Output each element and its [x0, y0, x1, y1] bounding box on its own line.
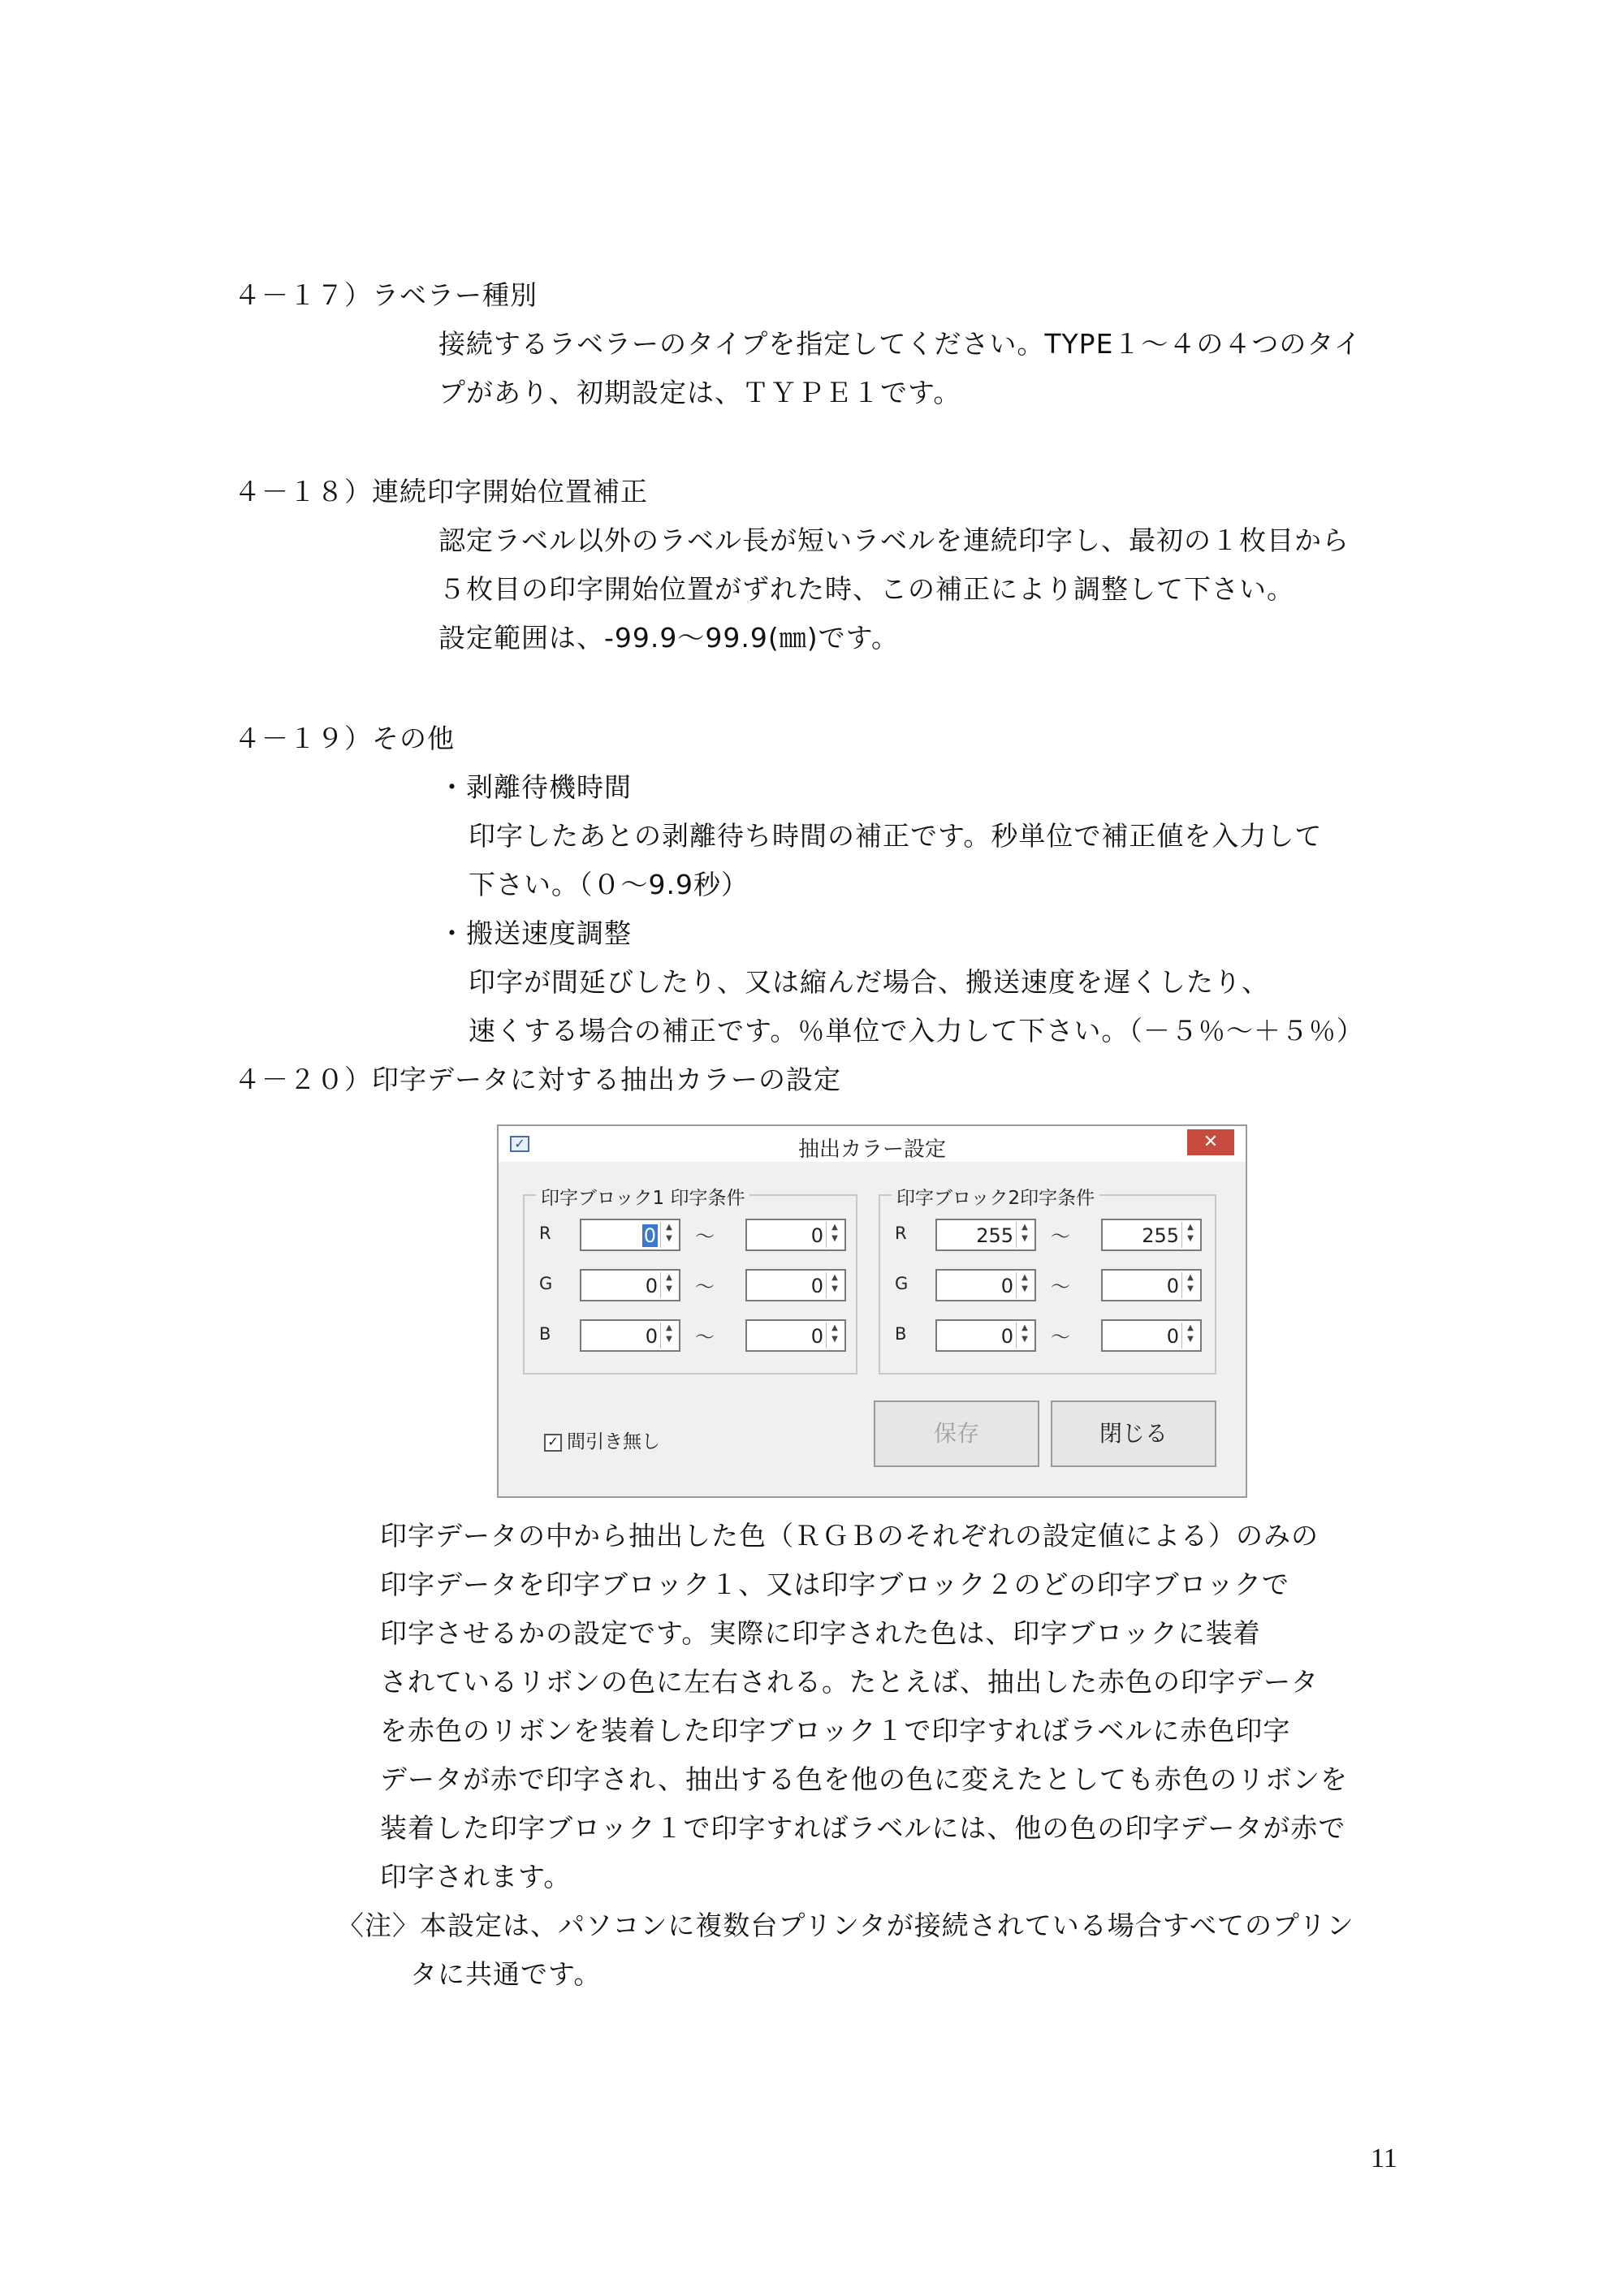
text-line: 接続するラベラーのタイプを指定してください。TYPE１～４の４つのタイ: [438, 328, 1362, 360]
row-label: G: [539, 1274, 553, 1293]
row-b: [880, 1319, 1215, 1352]
row-g: [525, 1269, 856, 1301]
b-from-stepper[interactable]: [935, 1319, 1036, 1352]
note-text: 本設定は、パソコンに複数台プリンタが接続されている場合すべてのプリン: [420, 1910, 1354, 1941]
range-tilde: ～: [1051, 1326, 1070, 1349]
stepper-value: 255: [1142, 1224, 1179, 1247]
text-line: 印字データを印字ブロック１、又は印字ブロック２のどの印字ブロックで: [380, 1569, 1290, 1600]
g-to-stepper[interactable]: [745, 1269, 846, 1301]
spin-arrows-icon[interactable]: ▲ ▼: [826, 1272, 843, 1298]
heading-4-17: ４－１７）ラベラー種別: [234, 279, 538, 311]
range-tilde: ～: [1051, 1275, 1070, 1298]
text-line: 印字させるかの設定です。実際に印字された色は、印字ブロックに装着: [380, 1617, 1261, 1649]
page-number: 11: [1371, 2143, 1397, 2173]
no-thinning-checkbox[interactable]: [544, 1426, 660, 1453]
b-to-stepper[interactable]: [1101, 1319, 1202, 1352]
spin-arrows-icon[interactable]: ▲ ▼: [826, 1222, 843, 1248]
row-label: B: [539, 1324, 551, 1344]
text-line: を赤色のリボンを装着した印字ブロック１で印字すればラベルに赤色印字: [380, 1715, 1291, 1746]
stepper-value: 0: [810, 1325, 823, 1348]
close-icon[interactable]: ✕: [1187, 1129, 1234, 1155]
text-line: 印字が間延びしたり、又は縮んだ場合、搬送速度を遅くしたり、: [469, 966, 1269, 998]
checkbox-check-icon[interactable]: ✓: [544, 1434, 562, 1452]
row-g: [880, 1269, 1215, 1301]
checkbox-label: 間引き無し: [567, 1431, 660, 1452]
spin-arrows-icon[interactable]: ▲ ▼: [1016, 1323, 1033, 1349]
stepper-value: 0: [643, 1224, 656, 1247]
dialog-title: 抽出カラー設定: [797, 1137, 946, 1162]
r-to-stepper[interactable]: [745, 1219, 846, 1251]
stepper-value: 0: [1166, 1275, 1179, 1297]
stepper-value: 0: [810, 1224, 823, 1247]
text-line: 印字したあとの剥離待ち時間の補正です。秒単位で補正値を入力して: [469, 820, 1323, 852]
close-button[interactable]: 閉じる: [1051, 1400, 1216, 1467]
text-line: 印字データの中から抽出した色（ＲＧＢのそれぞれの設定値による）のみの: [380, 1520, 1319, 1552]
text-line: プがあり、初期設定は、ＴＹＰＥ１です。: [438, 377, 961, 408]
spin-arrows-icon[interactable]: ▲ ▼: [1016, 1272, 1033, 1298]
print-block-1-group: [523, 1188, 857, 1375]
row-r: [880, 1219, 1215, 1251]
stepper-value: 0: [645, 1275, 658, 1297]
stepper-value: 0: [645, 1325, 658, 1348]
row-label: G: [895, 1274, 909, 1293]
spin-arrows-icon[interactable]: ▲ ▼: [1181, 1222, 1199, 1248]
g-from-stepper[interactable]: [580, 1269, 680, 1301]
stepper-value: 0: [1000, 1275, 1013, 1297]
text-line: されているリボンの色に左右される。たとえば、抽出した赤色の印字データ: [380, 1666, 1319, 1698]
r-to-stepper[interactable]: [1101, 1219, 1202, 1251]
spin-arrows-icon[interactable]: ▲ ▼: [660, 1222, 677, 1248]
r-from-stepper[interactable]: [580, 1219, 680, 1251]
text-line: 認定ラベル以外のラベル長が短いラベルを連続印字し、最初の１枚目から: [438, 524, 1350, 556]
g-to-stepper[interactable]: [1101, 1269, 1202, 1301]
b-to-stepper[interactable]: [745, 1319, 846, 1352]
save-button[interactable]: 保存: [874, 1400, 1039, 1467]
stepper-value: 0: [1166, 1325, 1179, 1348]
stepper-value: 0: [810, 1275, 823, 1297]
range-tilde: ～: [1051, 1225, 1070, 1248]
item-title: ・剥離待機時間: [438, 771, 632, 803]
g-from-stepper[interactable]: [935, 1269, 1036, 1301]
extract-color-dialog: [497, 1124, 1247, 1498]
dialog-titlebar: [499, 1126, 1246, 1162]
stepper-value: 255: [976, 1224, 1013, 1247]
spin-arrows-icon[interactable]: ▲ ▼: [1181, 1323, 1199, 1349]
spin-arrows-icon[interactable]: ▲ ▼: [660, 1323, 677, 1349]
row-label: R: [539, 1224, 551, 1243]
spin-arrows-icon[interactable]: ▲ ▼: [1181, 1272, 1199, 1298]
app-check-icon: ✓: [510, 1136, 529, 1152]
heading-4-18: ４－１８）連続印字開始位置補正: [234, 476, 648, 507]
b-from-stepper[interactable]: [580, 1319, 680, 1352]
item-title: ・搬送速度調整: [438, 917, 632, 949]
note: [337, 1910, 1354, 1942]
note-label: 〈注〉: [337, 1910, 420, 1941]
text-line: ５枚目の印字開始位置がずれた時、この補正により調整して下さい。: [438, 573, 1294, 605]
heading-4-20: ４－２０）印字データに対する抽出カラーの設定: [234, 1064, 841, 1095]
spin-arrows-icon[interactable]: ▲ ▼: [826, 1323, 843, 1349]
row-b: [525, 1319, 856, 1352]
stepper-value: 0: [1000, 1325, 1013, 1348]
range-tilde: ～: [695, 1275, 715, 1298]
row-label: R: [895, 1224, 907, 1243]
text-line: 印字されます。: [380, 1861, 572, 1892]
row-r: [525, 1219, 856, 1251]
range-tilde: ～: [695, 1326, 715, 1349]
print-block-2-group: [879, 1188, 1216, 1375]
text-line: 速くする場合の補正です。％単位で入力して下さい。（－５％～＋５％）: [469, 1015, 1364, 1047]
r-from-stepper[interactable]: [935, 1219, 1036, 1251]
text-line: 設定範囲は、-99.9～99.9(㎜)です。: [438, 622, 899, 654]
row-label: B: [895, 1324, 907, 1344]
group-title: 印字ブロック2印字条件: [892, 1183, 1099, 1210]
heading-4-19: ４－１９）その他: [234, 723, 455, 754]
range-tilde: ～: [695, 1225, 715, 1248]
text-line: 下さい。（０～9.9秒）: [469, 869, 749, 900]
spin-arrows-icon[interactable]: ▲ ▼: [1016, 1222, 1033, 1248]
spin-arrows-icon[interactable]: ▲ ▼: [660, 1272, 677, 1298]
group-title: 印字ブロック1 印字条件: [536, 1183, 749, 1210]
note-continuation: タに共通です。: [410, 1958, 602, 1990]
text-line: 装着した印字ブロック１で印字すればラベルには、他の色の印字データが赤で: [380, 1812, 1346, 1844]
text-line: データが赤で印字され、抽出する色を他の色に変えたとしても赤色のリボンを: [380, 1763, 1348, 1795]
